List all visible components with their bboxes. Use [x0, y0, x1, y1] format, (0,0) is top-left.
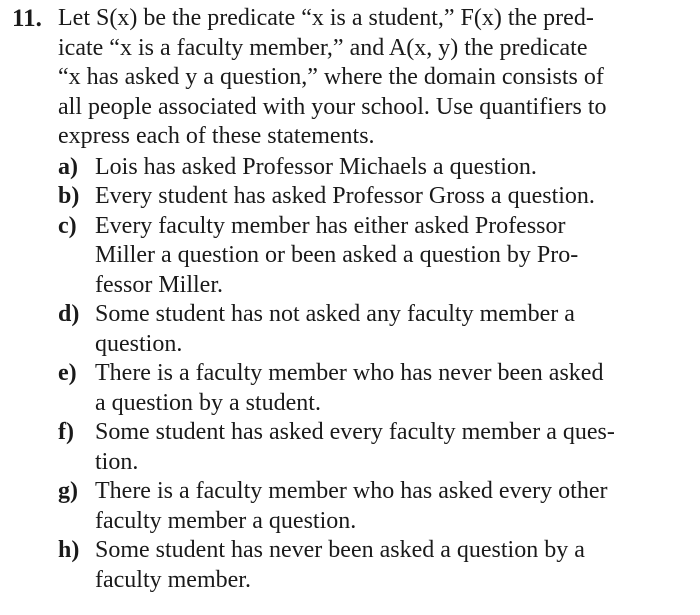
item-text: Every faculty member has either asked Professor [95, 212, 566, 239]
item-label: f) [58, 419, 74, 445]
sub-question-a [58, 153, 622, 183]
intro-line: “x has asked y a question,” where the domain consists of [58, 64, 604, 90]
exercise-11 [12, 4, 622, 595]
item-text: Some student has not asked any faculty member a [95, 301, 575, 327]
item-label: b) [58, 183, 80, 209]
sub-questions [58, 153, 622, 596]
item-text: a question by a student. [95, 389, 321, 416]
item-text: tion. [95, 448, 139, 475]
sub-question-e [58, 359, 622, 418]
sub-question-d [58, 300, 622, 359]
item-label: d) [58, 301, 80, 327]
exercise-number: 11. [12, 5, 42, 32]
sub-question-c [58, 212, 622, 301]
exercise-intro [58, 4, 622, 152]
sub-question-h [58, 536, 622, 595]
item-text: fessor Miller. [95, 271, 223, 298]
intro-line: express each of these statements. [58, 123, 375, 149]
item-text: question. [95, 330, 183, 357]
item-text: faculty member a question. [95, 507, 357, 534]
intro-line: icate “x is a faculty member,” and A(x, y) the predicate [58, 34, 588, 61]
item-text: Some student has asked every faculty member a ques- [95, 419, 615, 445]
item-label: e) [58, 360, 77, 386]
item-text: There is a faculty member who has never been asked [95, 360, 604, 386]
sub-question-f [58, 418, 622, 477]
item-text: Every student has asked Professor Gross a question. [95, 183, 595, 209]
item-text: Lois has asked Professor Michaels a question. [95, 153, 537, 180]
item-text: There is a faculty member who has asked every other [95, 478, 608, 504]
sub-question-g [58, 477, 622, 536]
item-label: g) [58, 478, 78, 504]
item-text: faculty member. [95, 566, 251, 593]
item-text: Miller a question or been asked a question by Pro- [95, 242, 579, 268]
item-label: h) [58, 537, 80, 563]
sub-question-b [58, 182, 622, 212]
item-label: a) [58, 153, 78, 180]
intro-line: Let S(x) be the predicate “x is a student,” F(x) the pred- [58, 5, 594, 31]
intro-line: all people associated with your school. Use quantifiers to [58, 93, 607, 120]
item-text: Some student has never been asked a question by a [95, 537, 585, 563]
item-label: c) [58, 212, 77, 239]
